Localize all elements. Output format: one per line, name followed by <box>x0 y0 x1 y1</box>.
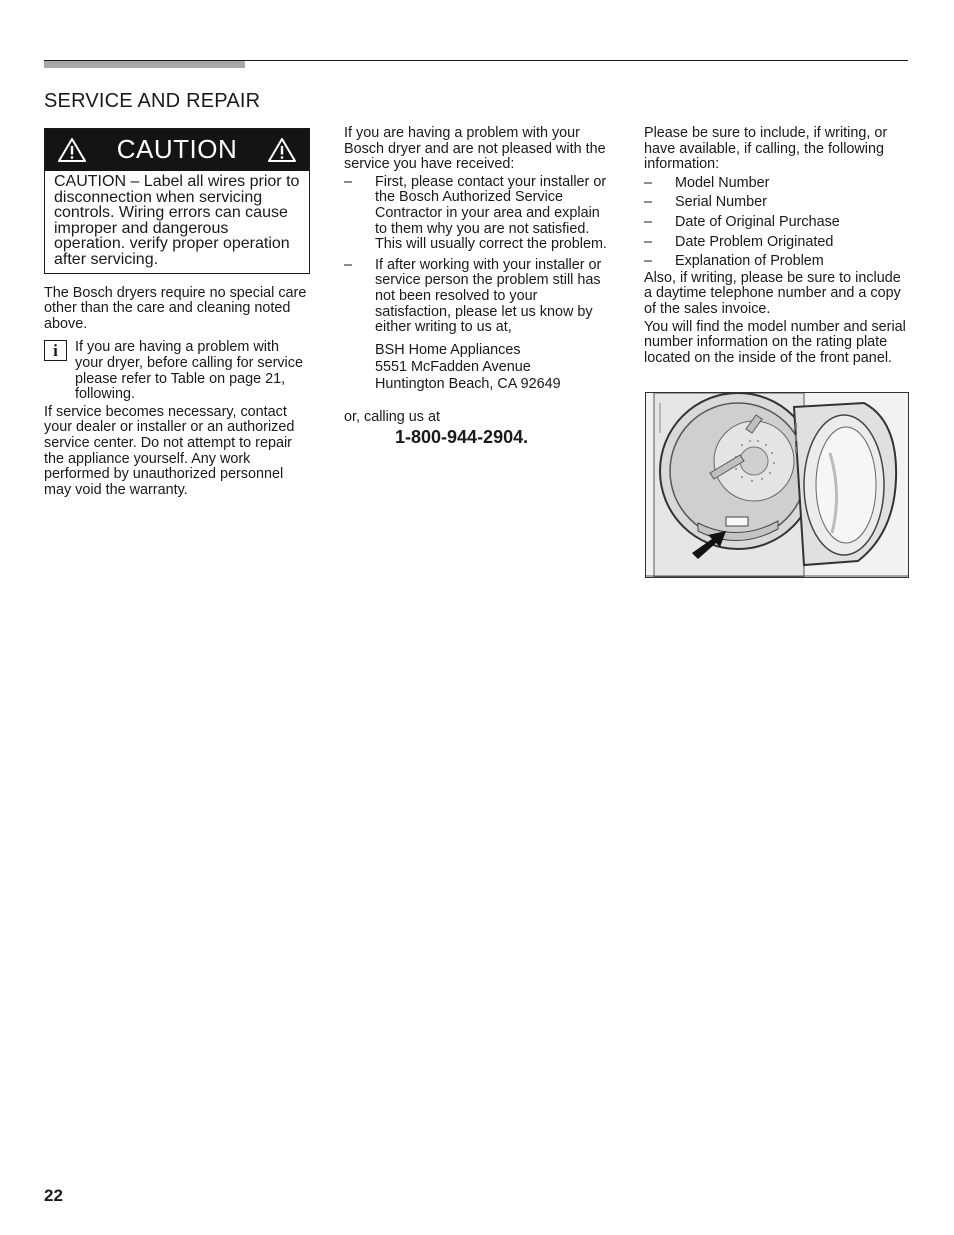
list-item <box>644 176 908 192</box>
phone-number: 1-800-944-2904. <box>395 427 529 448</box>
address-line: BSH Home Appliances <box>375 341 521 358</box>
list-item-text: First, please contact your installer or the Bosch Authorized Service Contractor in your area and explain to them why you are not satisfied. This will usually correct the problem. <box>375 173 607 253</box>
service-paragraph: If service becomes necessary, contact your dealer or installer or an authorized service center. Do not attempt to repair the appliance yourself. Any work performed by unauthorized personnel may void the warranty. <box>44 403 295 498</box>
list-dash: – <box>644 194 653 211</box>
calling-text: or, calling us at <box>344 408 440 425</box>
caution-header <box>45 129 309 171</box>
caution-lead: CAUTION <box>54 173 126 190</box>
info-icon: i <box>44 340 67 361</box>
dryer-illustration <box>645 392 909 578</box>
address-line: Huntington Beach, CA 92649 <box>375 375 561 392</box>
list-item <box>644 195 908 211</box>
list-item <box>644 215 908 231</box>
list-item <box>344 175 610 253</box>
mailing-address <box>344 342 610 393</box>
list-item-text: Serial Number <box>675 194 767 211</box>
page-number: 22 <box>44 1186 63 1205</box>
caution-body <box>45 171 309 273</box>
writing-paragraph: Also, if writing, please be sure to include a daytime telephone number and a copy of the sales invoice. <box>644 269 901 317</box>
section-title: SERVICE AND REPAIR <box>44 90 261 112</box>
warning-triangle-icon <box>57 137 87 163</box>
list-dash: – <box>644 253 653 270</box>
caution-title: CAUTION <box>116 134 238 165</box>
info-note-text: If you are having a problem with your dryer, before calling for service please refer to Table on page 21, following. <box>75 339 303 403</box>
column-left <box>44 128 310 498</box>
list-item-text: Date of Original Purchase <box>675 213 840 230</box>
list-dash: – <box>644 233 653 250</box>
list-dash: – <box>344 173 353 190</box>
include-intro: Please be sure to include, if writing, or have available, if calling, the following information: <box>644 125 888 173</box>
problem-intro: If you are having a problem with your Bosch dryer and are not pleased with the service you have received: <box>344 125 606 173</box>
top-accent-bar <box>44 61 245 68</box>
list-item <box>344 258 610 336</box>
info-note <box>44 340 310 402</box>
list-dash: – <box>644 213 653 230</box>
caution-box <box>44 128 310 274</box>
list-item-text: If after working with your installer or service person the problem still has not been resolved to your satisfaction, please let us know by either writing to us at, <box>375 256 602 336</box>
column-middle <box>344 126 610 448</box>
care-paragraph: The Bosch dryers require no special care other than the care and cleaning noted above. <box>44 284 307 332</box>
rating-plate-paragraph: You will find the model number and serial number information on the rating plate located on the inside of the front panel. <box>644 318 906 366</box>
list-dash: – <box>344 256 353 273</box>
warning-triangle-icon <box>267 137 297 163</box>
list-item-text: Explanation of Problem <box>675 253 824 270</box>
caution-text: – Label all wires prior to disconnection when servicing controls. Wiring errors can cause improper and dangerous operation. verify proper operation after servicing. <box>54 173 300 268</box>
list-item-text: Model Number <box>675 174 770 191</box>
column-right <box>644 126 908 366</box>
list-dash: – <box>644 174 653 191</box>
address-line: 5551 McFadden Avenue <box>375 358 531 375</box>
list-item <box>644 254 908 270</box>
list-item <box>644 235 908 251</box>
list-item-text: Date Problem Originated <box>675 233 834 250</box>
dryer-door-image <box>646 393 908 577</box>
